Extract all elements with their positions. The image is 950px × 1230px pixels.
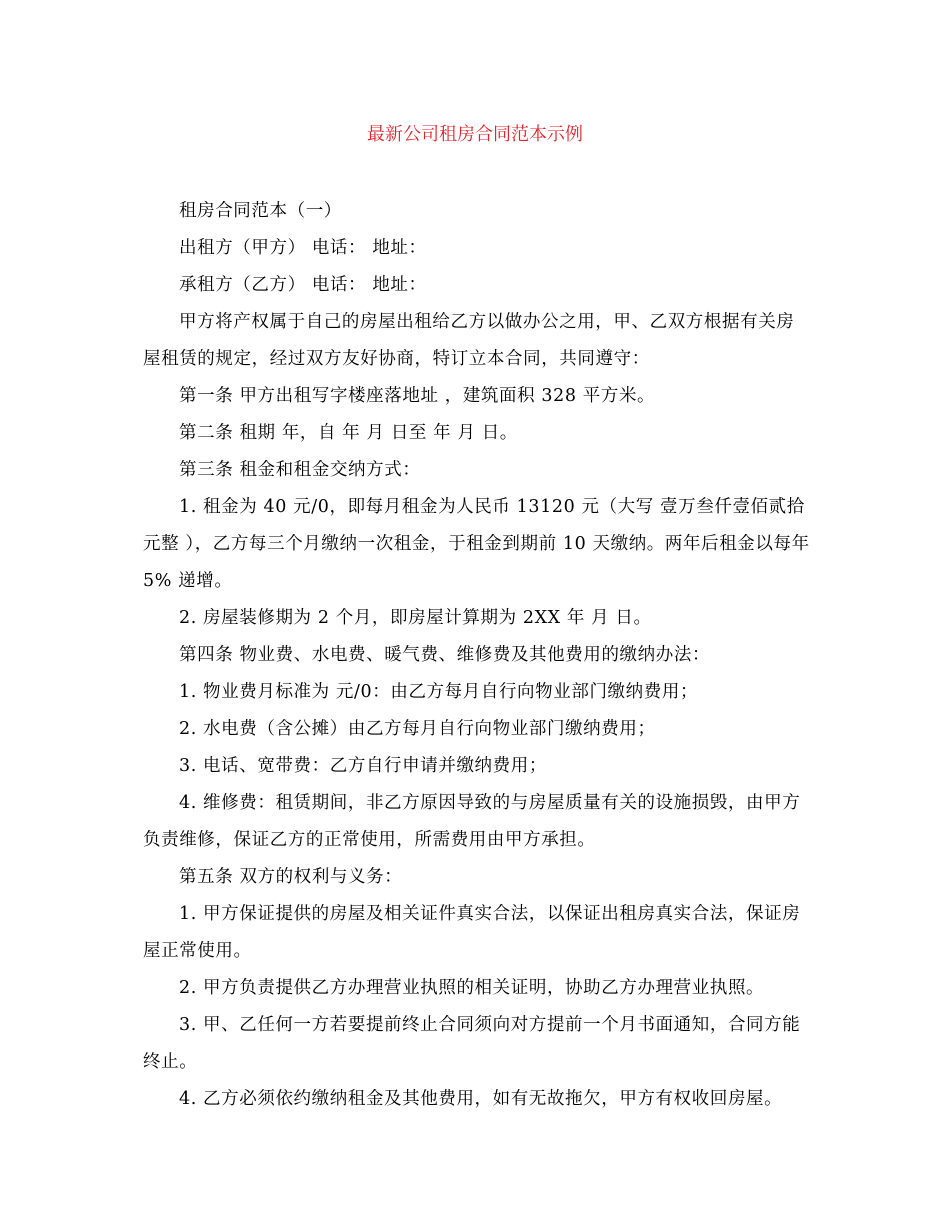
article-4-item-1: 1. 物业费月标准为 元/0：由乙方每月自行向物业部门缴纳费用； — [179, 682, 699, 702]
preamble-paragraph: 甲方将产权属于自己的房屋出租给乙方以做办公之用，甲、乙双方根据有关房屋租赁的规定，经过双方友好协商，特订立本合同，共同遵守： — [143, 312, 795, 369]
article-5-item-2: 2. 甲方负责提供乙方办理营业执照的相关证明，协助乙方办理营业执照。 — [179, 978, 765, 998]
article-5-item-3: 3. 甲、乙任何一方若要提前终止合同须向对方提前一个月书面通知，合同方能终止。 — [143, 1015, 801, 1072]
article-5-item-1: 1. 甲方保证提供的房屋及相关证件真实合法，以保证出租房真实合法，保证房屋正常使用。 — [143, 904, 801, 961]
article-4-heading: 第四条 物业费、水电费、暖气费、维修费及其他费用的缴纳办法： — [179, 645, 711, 665]
lessee-info-line: 承租方（乙方） 电话： 地址： — [179, 275, 427, 295]
article-4-item-2: 2. 水电费（含公摊）由乙方每月自行向物业部门缴纳费用； — [179, 719, 656, 739]
article-2: 第二条 租期 年，自 年 月 日至 年 月 日。 — [179, 423, 518, 443]
document-body — [143, 193, 810, 1118]
article-4-item-3: 3. 电话、宽带费：乙方自行申请并缴纳费用； — [179, 756, 547, 776]
article-1: 第一条 甲方出租写字楼座落地址 ，建筑面积 328 平方米。 — [179, 386, 656, 406]
lessor-info-line: 出租方（甲方） 电话： 地址： — [179, 238, 427, 258]
article-4-item-4: 4. 维修费：租赁期间，非乙方原因导致的与房屋质量有关的设施损毁，由甲方负责维修，保证乙方的正常使用，所需费用由甲方承担。 — [143, 793, 801, 850]
article-5-heading: 第五条 双方的权利与义务： — [179, 867, 403, 887]
document-title: 最新公司租房合同范本示例 — [367, 124, 583, 145]
article-3-item-2: 2. 房屋装修期为 2 个月，即房屋计算期为 2XX 年 月 日。 — [179, 608, 652, 628]
article-3-item-1: 1. 租金为 40 元/0，即每月租金为人民币 13120 元（大写 壹万叁仟壹佰贰拾元整 ），乙方每三个月缴纳一次租金，于租金到期前 10 天缴纳。两年后租金以每年 5% 递增。 — [143, 497, 810, 591]
section-heading: 租房合同范本（一） — [179, 201, 342, 221]
article-5-item-4: 4. 乙方必须依约缴纳租金及其他费用，如有无故拖欠，甲方有权收回房屋。 — [179, 1089, 783, 1109]
article-3-heading: 第三条 租金和租金交纳方式： — [179, 460, 421, 480]
